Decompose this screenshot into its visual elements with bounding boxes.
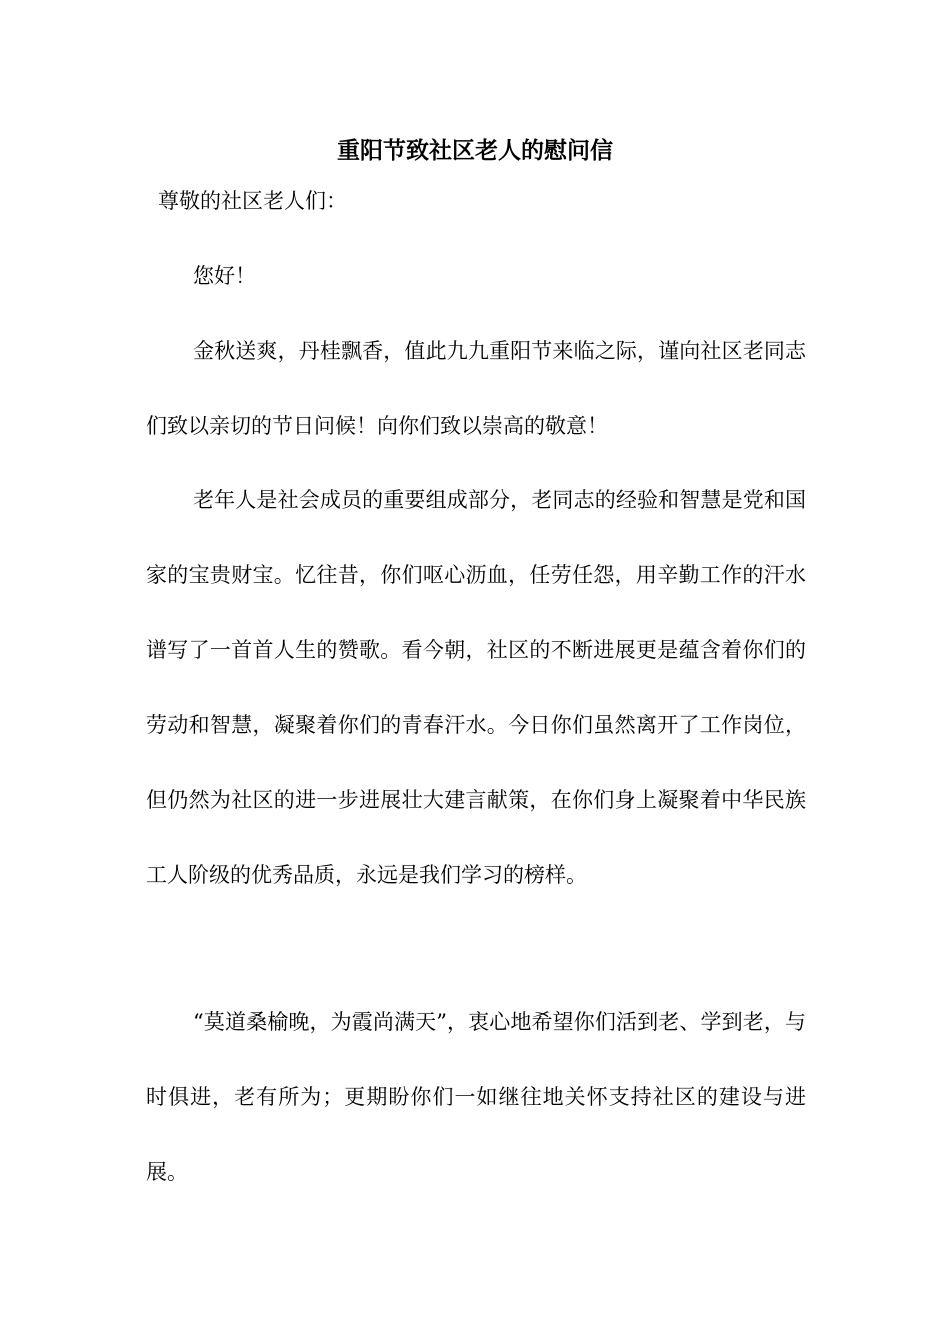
greeting: 您好！ <box>193 264 256 288</box>
body-paragraph: “莫道桑榆晚，为霞尚满天”，衷心地希望你们活到老、学到老，与时俱进，老有所为；更期盼你们一如继往地关怀支持社区的建设与进展。 <box>146 1010 806 1184</box>
body-paragraph: 老年人是社会成员的重要组成部分，老同志的经验和智慧是党和国家的宝贵财宝。忆往昔，你们呕心沥血，任劳任怨，用辛勤工作的汗水谱写了一首首人生的赞歌。看今朝，社区的不断进展更是蕴含着你们的劳动和智慧，凝聚着你们的青春汗水。今日你们虽然离开了工作岗位，但仍然为社区的进一步进展壮大建言献策，在你们身上凝聚着中华民族工人阶级的优秀品质，永远是我们学习的榜样。 <box>146 488 806 887</box>
body-paragraph: 金秋送爽，丹桂飘香，值此九九重阳节来临之际，谨向社区老同志们致以亲切的节日问候！向你们致以崇高的敬意！ <box>146 339 806 438</box>
salutation: 尊敬的社区老人们： <box>158 189 347 213</box>
document-title: 重阳节致社区老人的慰问信 <box>337 137 613 164</box>
